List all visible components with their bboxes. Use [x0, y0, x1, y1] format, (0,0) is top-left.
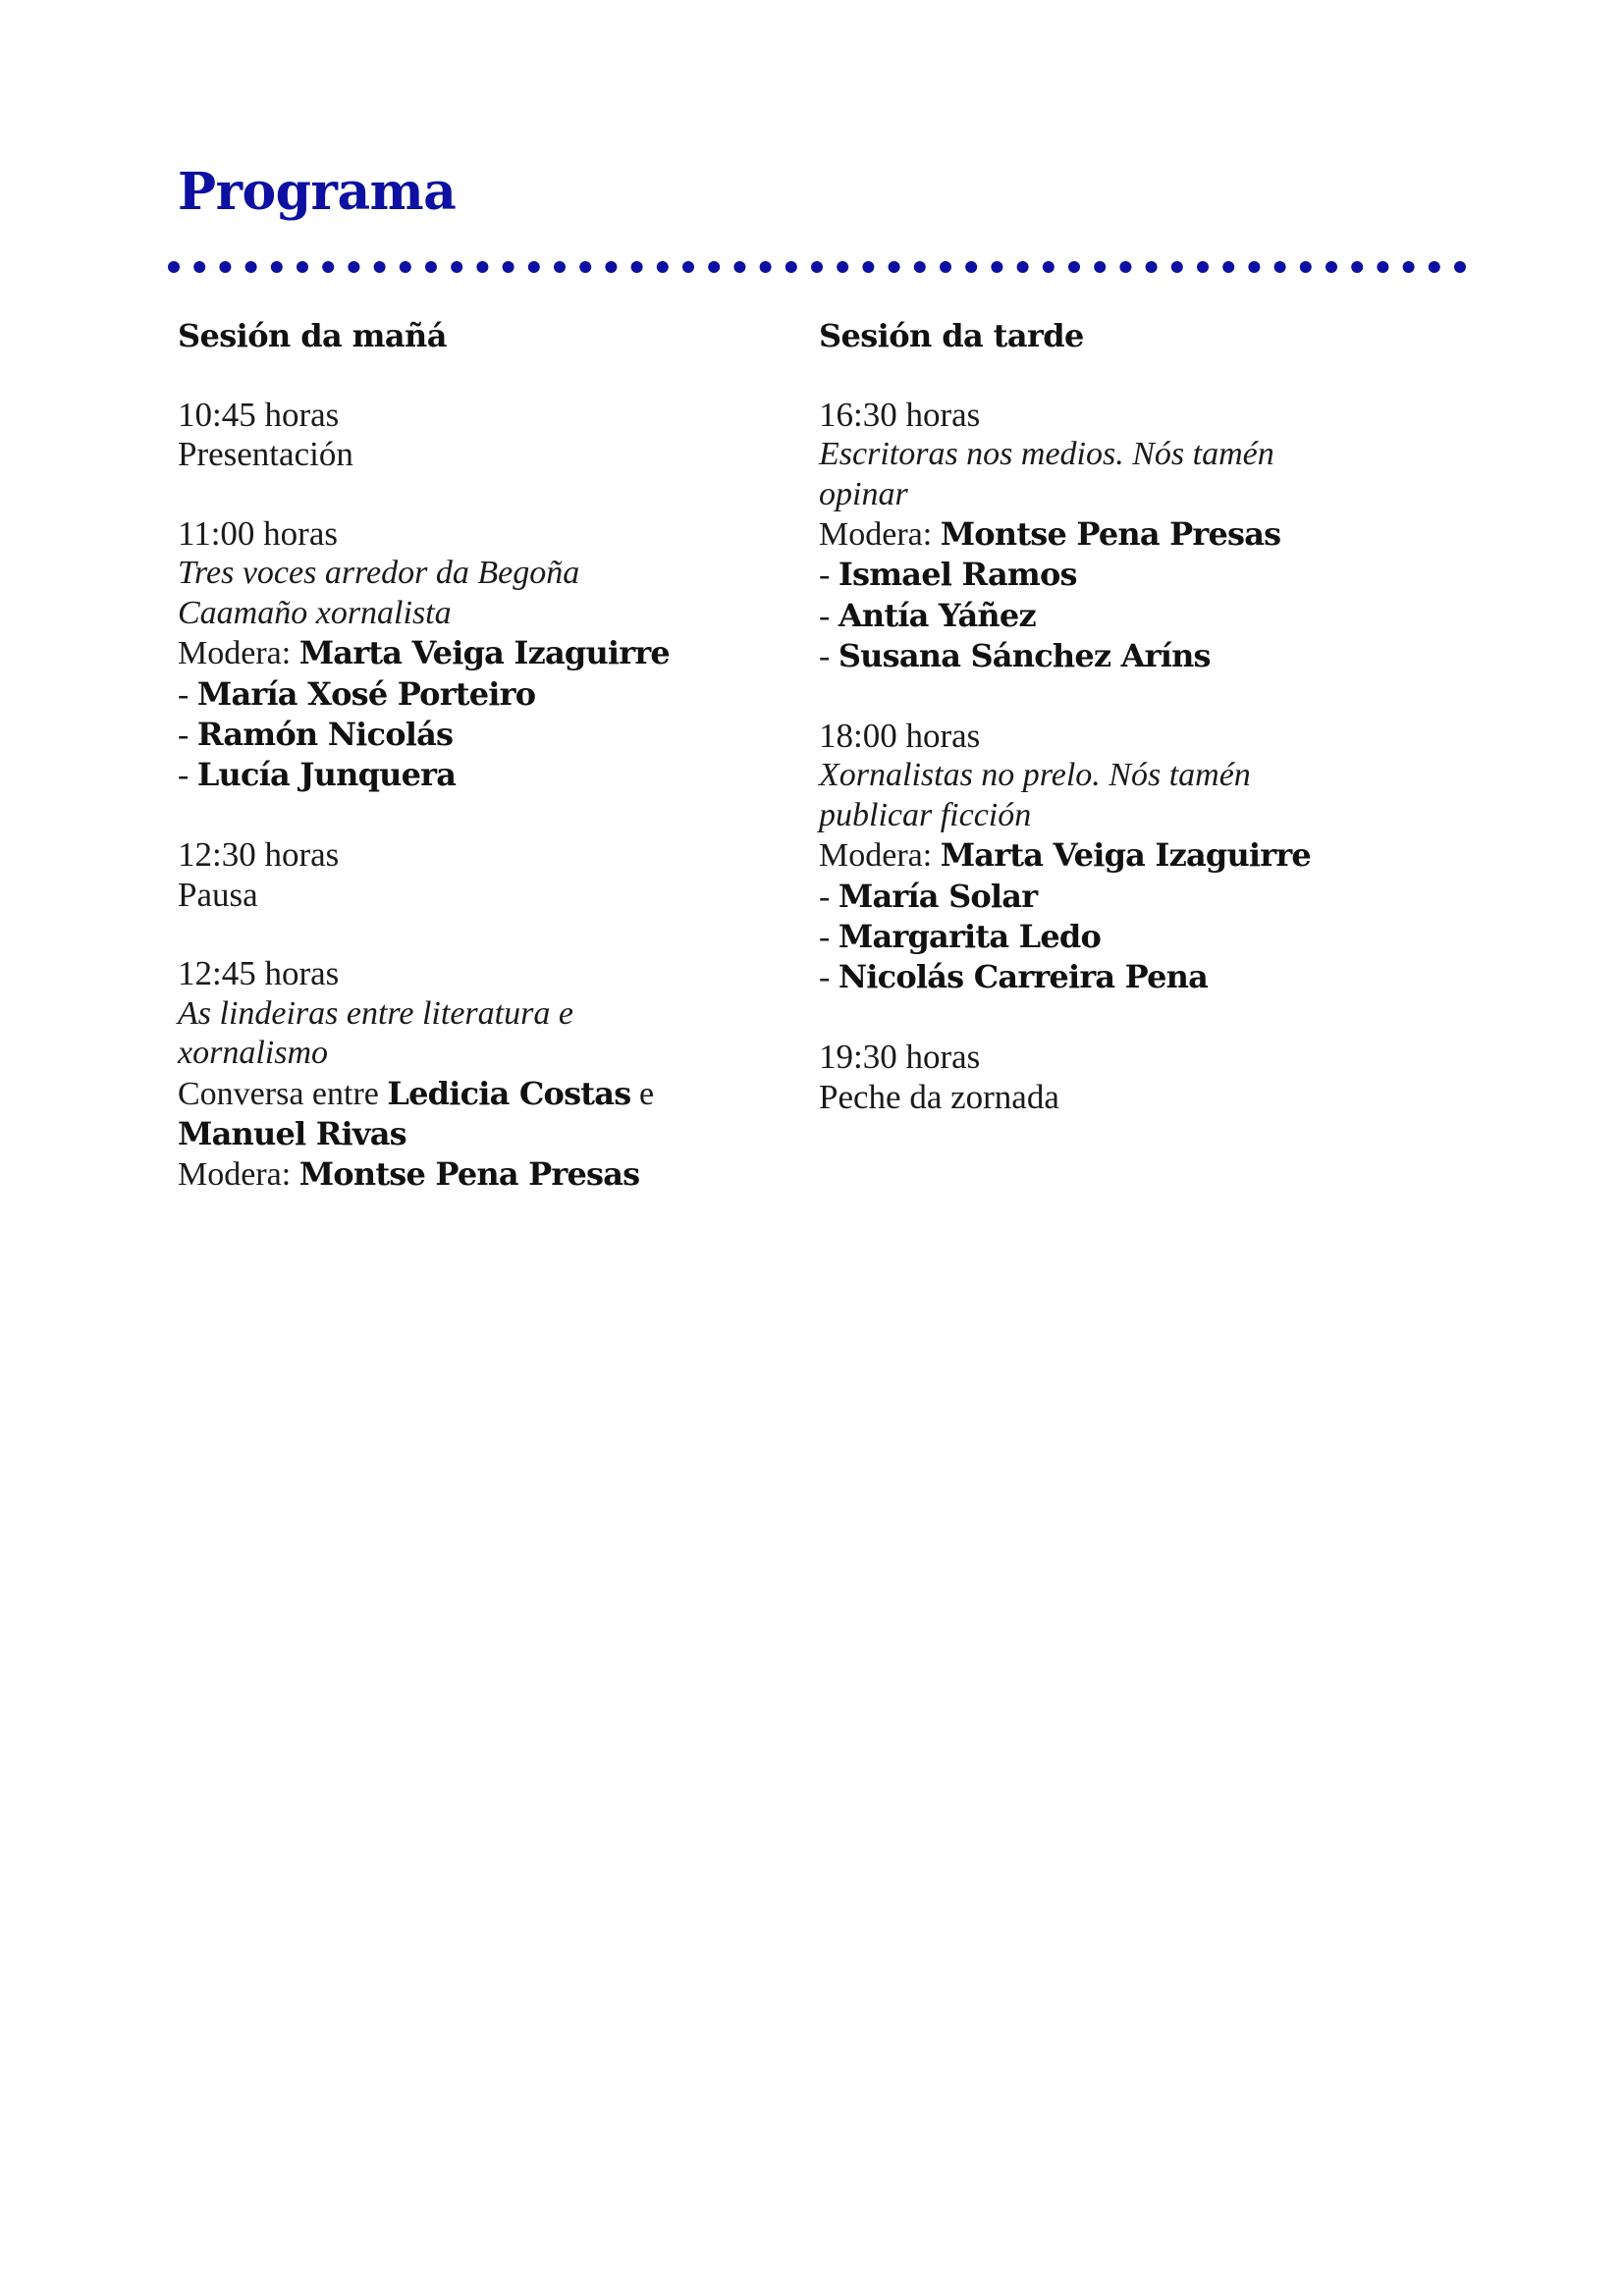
divider-dot [991, 261, 1002, 273]
speaker-name: Ismael Ramos [838, 556, 1077, 594]
divider-dot [348, 261, 359, 273]
afternoon-session [819, 316, 1428, 1117]
divider-dot [1325, 261, 1337, 273]
divider-dot [271, 261, 283, 273]
event-title-line: As lindeiras entre literatura e [178, 994, 573, 1032]
event-description: Pausa [178, 875, 258, 914]
event-time: 19:30 horas [819, 1038, 981, 1077]
divider-dot [965, 261, 977, 273]
speaker-dash: - [178, 675, 197, 713]
morning-session [178, 316, 786, 1196]
moderator-line [819, 514, 1428, 555]
event-description: Presentación [178, 435, 353, 474]
speaker-line [819, 877, 1428, 917]
event-time: 12:30 horas [178, 835, 340, 875]
speaker-name: Ramón Nicolás [196, 716, 454, 754]
divider-dot [1248, 261, 1260, 273]
divider-dot [193, 261, 205, 273]
afternoon-session-heading: Sesión da tarde [819, 317, 1084, 354]
speaker-line [178, 674, 786, 715]
speaker-line [819, 636, 1428, 676]
divider-dot [1222, 261, 1234, 273]
conversation-joiner: e [638, 1075, 655, 1112]
divider-dot [1197, 261, 1209, 273]
morning-event-4 [178, 954, 786, 1195]
divider-dot [1377, 261, 1388, 273]
divider-dot [1429, 261, 1440, 273]
divider-dot [1454, 261, 1466, 273]
event-title-line: Xornalistas no prelo. Nós tamén [819, 757, 1251, 794]
divider-dot [297, 261, 308, 273]
divider-dot [374, 261, 386, 273]
divider-dot [425, 261, 437, 273]
event-description: Peche da zornada [819, 1077, 1059, 1116]
divider-dot [1017, 261, 1029, 273]
morning-event-3 [178, 835, 786, 915]
divider-dot [889, 261, 900, 273]
moderator-line [178, 633, 786, 673]
moderator-line [178, 1154, 786, 1195]
afternoon-event-2 [819, 717, 1428, 998]
speaker-name: Susana Sánchez Aríns [838, 637, 1211, 675]
morning-session-heading: Sesión da mañá [178, 317, 447, 354]
divider-dot [322, 261, 334, 273]
event-title-line: xornalismo [178, 1035, 328, 1072]
moderator-line [819, 835, 1428, 876]
divider-dot [1403, 261, 1415, 273]
divider-dot [914, 261, 926, 273]
divider-dot [476, 261, 488, 273]
speaker-line [819, 957, 1428, 997]
divider-dot [1146, 261, 1158, 273]
divider-dot [1068, 261, 1080, 273]
divider-dot [733, 261, 745, 273]
divider-dot [605, 261, 617, 273]
speaker-name: Lucía Junquera [196, 756, 457, 794]
morning-event-1 [178, 396, 786, 475]
page-title: Programa [178, 162, 457, 222]
divider-dot [528, 261, 540, 273]
moderator-name: Montse Pena Presas [298, 1155, 640, 1194]
speaker-name: María Solar [838, 877, 1038, 915]
divider-dot [579, 261, 591, 273]
divider-dot [1300, 261, 1312, 273]
morning-event-2 [178, 514, 786, 796]
moderator-label: Modera: [819, 516, 933, 554]
speaker-dash: - [819, 638, 839, 675]
speaker-dash: - [819, 597, 839, 634]
divider-dot [1094, 261, 1106, 273]
divider-dot [1171, 261, 1183, 273]
divider-dot [451, 261, 462, 273]
speaker-dash: - [178, 757, 197, 794]
moderator-name: Marta Veiga Izaguirre [940, 836, 1311, 875]
dotted-divider [164, 257, 1470, 277]
event-time: 18:00 horas [819, 717, 981, 756]
divider-dot [503, 261, 514, 273]
afternoon-event-1 [819, 396, 1428, 677]
divider-dot [219, 261, 231, 273]
moderator-label: Modera: [178, 1156, 292, 1194]
speaker-dash: - [819, 878, 839, 915]
divider-dot [1119, 261, 1131, 273]
speaker-line [819, 917, 1428, 957]
moderator-label: Modera: [178, 635, 292, 672]
divider-dot [862, 261, 874, 273]
speaker-dash: - [819, 557, 839, 594]
speaker-name: Margarita Ledo [838, 918, 1102, 956]
divider-dot [940, 261, 951, 273]
divider-dot [785, 261, 797, 273]
event-time: 16:30 horas [819, 395, 981, 434]
event-title-line: publicar ficción [819, 796, 1032, 833]
divider-dot [631, 261, 643, 273]
divider-dot [1274, 261, 1286, 273]
conversation-prefix: Conversa entre [178, 1075, 379, 1112]
speaker-line [178, 715, 786, 755]
speaker-name: María Xosé Porteiro [196, 674, 536, 713]
speaker-dash: - [178, 717, 197, 754]
event-title-line: Escritoras nos medios. Nós tamén [819, 436, 1274, 473]
conversation-name: Ledicia Costas [387, 1074, 631, 1112]
divider-dot [837, 261, 848, 273]
event-title-line: Tres voces arredor da Begoña [178, 555, 580, 592]
divider-dot [400, 261, 411, 273]
moderator-name: Montse Pena Presas [940, 515, 1281, 554]
speaker-line [178, 755, 786, 795]
event-time: 10:45 horas [178, 395, 340, 434]
speaker-line [819, 596, 1428, 636]
divider-dot [554, 261, 566, 273]
afternoon-event-3 [819, 1038, 1428, 1117]
speaker-dash: - [819, 919, 839, 956]
divider-dot [168, 261, 180, 273]
event-title-line: opinar [819, 475, 908, 512]
divider-dot [657, 261, 669, 273]
speaker-dash: - [819, 959, 839, 996]
speaker-name: Nicolás Carreira Pena [838, 958, 1209, 996]
moderator-label: Modera: [819, 837, 933, 875]
divider-dot [708, 261, 720, 273]
divider-dot [682, 261, 694, 273]
divider-dot [1043, 261, 1055, 273]
conversation-line [178, 1074, 786, 1114]
event-time: 11:00 horas [178, 514, 338, 553]
speaker-line [819, 555, 1428, 595]
divider-dot [1351, 261, 1363, 273]
conversation-name: Manuel Rivas [178, 1115, 406, 1153]
moderator-name: Marta Veiga Izaguirre [298, 634, 670, 672]
event-time: 12:45 horas [178, 954, 340, 993]
speaker-name: Antía Yáñez [838, 596, 1036, 634]
divider-dot [245, 261, 257, 273]
event-title-line: Caamaño xornalista [178, 594, 452, 631]
divider-dot [811, 261, 823, 273]
conversation-line [178, 1114, 786, 1154]
divider-dot [760, 261, 772, 273]
